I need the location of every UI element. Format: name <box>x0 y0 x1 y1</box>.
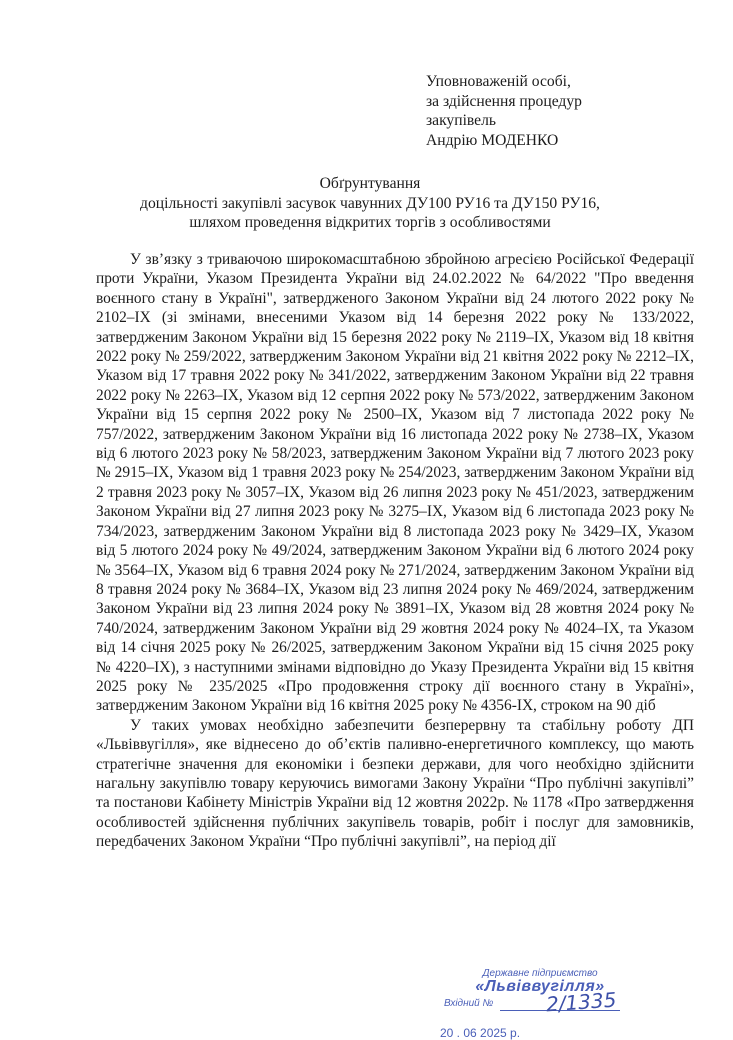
title-heading: Обґрунтування <box>319 175 421 192</box>
document-title <box>80 174 660 233</box>
addressee-line: Уповноваженій особі, <box>426 73 571 90</box>
stamp-incoming-label: Вхідний № <box>444 998 494 1009</box>
title-subject-line: доцільності закупівлі засувок чавунних ДУ100 РУ16 та ДУ150 РУ16, <box>140 194 600 212</box>
stamp-incoming-number: 2/1335 <box>545 987 618 1017</box>
stamp-date: 20 . 06 2025 р. <box>440 1026 521 1040</box>
title-subject-line: шляхом проведення відкритих торгів з особливостями <box>189 214 551 231</box>
addressee-block <box>426 72 582 150</box>
addressee-name: Андрію МОДЕНКО <box>426 131 559 149</box>
stamp-org-name: «Львіввугілля» <box>475 978 605 995</box>
stamp-org-type: Державне підприємство <box>482 968 598 979</box>
registration-stamp <box>440 968 640 1040</box>
body-paragraph: У таких умовах необхідно забезпечити безперервну та стабільну роботу ДП «Львіввугілля», яке віднесено до об’єктів паливно-енергетичного комплексу, що мають стратегічне значення для економіки і безпеки держави, для чого необхідно здійснити нагальну закупівлю товару керуючись вимогами Закону України “Про публічні закупівлі” та постанови Кабінету Міністрів України від 12 жовтня 2022р. № 1178 «Про затвердження особливостей здійснення публічних закупівель товарів, робіт і послуг для замовників, передбачених Законом України “Про публічні закупівлі”, на період дії <box>96 716 694 851</box>
document-body <box>96 250 694 852</box>
addressee-line: закупівель <box>426 112 496 129</box>
body-paragraph: У зв’язку з триваючою широкомасштабною збройною агресією Російської Федерації проти України, Указом Президента України від 24.02.2022 № 64/2022 "Про введення воєнного стану в Україні", затвердженого Законом України від 24 лютого 2022 року № 2102–IX (зі змінами, внесеними Указом від 14 березня 2022 року № 133/2022, затвердженим Законом України від 15 березня 2022 року № 2119–IX, Указом від 18 квітня 2022 року № 259/2022, затвердженим Законом України від 21 квітня 2022 року № 2212–IX, Указом від 17 травня 2022 року № 341/2022, затвердженим Законом України від 22 травня 2022 року № 2263–IX, Указом від 12 серпня 2022 року № 573/2022, затвердженим Законом України від 15 серпня 2022 року № 2500–IX, Указом від 7 листопада 2022 року № 757/2022, затвердженим Законом України від 16 листопада 2022 року № 2738–IX, Указом від 6 лютого 2023 року № 58/2023, затвердженим Законом України від 7 лютого 2023 року № 2915–IX, Указом від 1 травня 2023 року № 254/2023, затвердженим Законом України від 2 травня 2023 року № 3057–IX, Указом від 26 липня 2023 року № 451/2023, затвердженим Законом України від 27 липня 2023 року № 3275–IX, Указом від 6 листопада 2023 року № 734/2023, затвердженим Законом України від 8 листопада 2023 року № 3429–IX, Указом від 5 лютого 2024 року № 49/2024, затвердженим Законом України від 6 лютого 2024 року № 3564–IX, Указом від 6 травня 2024 року № 271/2024, затвердженим Законом України від 8 травня 2024 року № 3684–IX, Указом від 23 липня 2024 року № 469/2024, затвердженим Законом України від 23 липня 2024 року № 3891–IX, Указом від 28 жовтня 2024 року № 740/2024, затвердженим Законом України від 29 жовтня 2024 року № 4024–IX, та Указом від 14 січня 2025 року № 26/2025, затвердженим Законом України від 15 січня 2025 року № 4220–IX), з наступними змінами відповідно до Указу Президента України від 15 квітня 2025 року № 235/2025 «Про продовження строку дії воєнного стану в Україні», затвердженим Законом України від 16 квітня 2025 року № 4356-IX, строком на 90 діб <box>96 251 694 715</box>
addressee-line: за здійснення процедур <box>426 92 582 110</box>
